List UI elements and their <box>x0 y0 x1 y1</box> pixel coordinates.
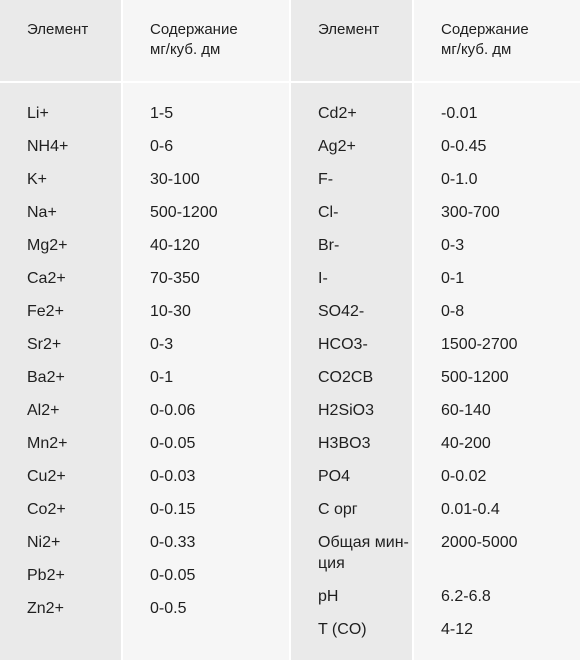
table-cell-element: Pb2+ <box>27 567 65 584</box>
table-cell-value: 0-0.06 <box>150 402 196 419</box>
header-divider <box>0 81 580 83</box>
table-cell-element: Na+ <box>27 204 57 221</box>
table-cell-element: pH <box>318 588 339 605</box>
table-cell-value: 40-120 <box>150 237 200 254</box>
table-cell-element: K+ <box>27 171 48 188</box>
table-cell-element: H2SiO3 <box>318 402 375 419</box>
table-cell-value: 10-30 <box>150 303 191 320</box>
table-cell-value: 70-350 <box>150 270 200 287</box>
table-cell-value: -0.01 <box>441 105 478 122</box>
table-cell-value: 30-100 <box>150 171 200 188</box>
header-element-left <box>27 20 88 40</box>
table-cell-element: Fe2+ <box>27 303 64 320</box>
table-cell-element: H3BO3 <box>318 435 371 452</box>
table-cell-value: 1-5 <box>150 105 174 122</box>
header-element-right-text: Элемент <box>318 21 380 38</box>
table-cell-element: Cd2+ <box>318 105 357 122</box>
header-content-right-line2: мг/куб. дм <box>441 41 512 58</box>
header-content-right <box>441 20 529 60</box>
table-cell-element: NH4+ <box>27 138 69 155</box>
table-cell-element: C орг <box>318 501 358 518</box>
table-cell-value: 500-1200 <box>441 369 509 386</box>
table-cell-value: 40-200 <box>441 435 491 452</box>
table-cell-value: 0-1 <box>441 270 465 287</box>
table-cell-value: 0-0.05 <box>150 567 196 584</box>
table-cell-value: 6.2-6.8 <box>441 588 491 605</box>
header-element-left-text: Элемент <box>27 21 89 38</box>
table-cell-element: Br- <box>318 237 340 254</box>
table-cell-value: 0-0.5 <box>150 600 187 617</box>
table-cell-value: 0-0.03 <box>150 468 196 485</box>
table-cell-element: Cl- <box>318 204 339 221</box>
table-cell-element: Sr2+ <box>27 336 62 353</box>
header-element-right <box>318 20 379 40</box>
table-cell-value: 0-8 <box>441 303 465 320</box>
table-cell-value: 0-0.02 <box>441 468 487 485</box>
table-cell-value: 0-6 <box>150 138 174 155</box>
table-cell-element: Ba2+ <box>27 369 65 386</box>
table-cell-element: Ca2+ <box>27 270 66 287</box>
table-cell-value: 0-0.45 <box>441 138 487 155</box>
table-cell-element: I- <box>318 270 328 287</box>
header-content-left-line2: мг/куб. дм <box>150 41 221 58</box>
table-cell-element: F- <box>318 171 334 188</box>
table-cell-element: Mn2+ <box>27 435 68 452</box>
table-cell-element: Общая мин-ция <box>318 534 409 572</box>
column-element-left <box>0 0 121 660</box>
table-cell-element: SO42- <box>318 303 365 320</box>
table-cell-value: 2000-5000 <box>441 534 518 551</box>
table-cell-element: HCO3- <box>318 336 368 353</box>
header-content-right-line1: Содержание <box>441 21 529 38</box>
table-cell-value: 0-0.15 <box>150 501 196 518</box>
table-cell-value: 0-3 <box>150 336 174 353</box>
header-content-left-line1: Содержание <box>150 21 238 38</box>
table-cell-element: Cu2+ <box>27 468 66 485</box>
table-cell-value: 500-1200 <box>150 204 218 221</box>
table-cell-element: Mg2+ <box>27 237 68 254</box>
table-cell-value: 0-3 <box>441 237 465 254</box>
table-cell-value: 0-0.05 <box>150 435 196 452</box>
table-cell-value: 300-700 <box>441 204 500 221</box>
table-cell-element: Zn2+ <box>27 600 64 617</box>
table-cell-element: CO2CB <box>318 369 374 386</box>
table-cell-element: PO4 <box>318 468 351 485</box>
table-cell-element: Ag2+ <box>318 138 356 155</box>
header-content-left <box>150 20 238 60</box>
column-content-left <box>123 0 289 660</box>
table-cell-value: 0.01-0.4 <box>441 501 500 518</box>
table-cell-value: 1500-2700 <box>441 336 518 353</box>
table-cell-element: Al2+ <box>27 402 60 419</box>
column-content-right <box>414 0 580 660</box>
table-cell-value: 60-140 <box>441 402 491 419</box>
table-cell-element: Ni2+ <box>27 534 61 551</box>
table-cell-value: 0-1 <box>150 369 174 386</box>
table-cell-element: Li+ <box>27 105 49 122</box>
table-cell-value: 0-1.0 <box>441 171 478 188</box>
table-cell-element: Co2+ <box>27 501 66 518</box>
table-cell-value: 0-0.33 <box>150 534 196 551</box>
table-cell-value: 4-12 <box>441 621 474 638</box>
table-cell-element: T (CO) <box>318 621 367 638</box>
